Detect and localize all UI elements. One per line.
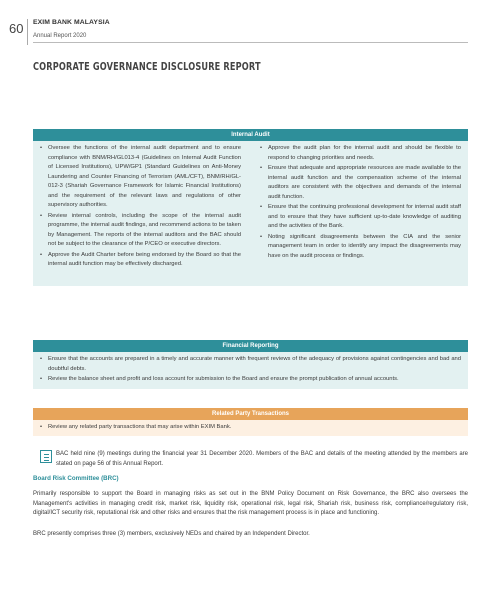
list-item: • Review internal controls, including the scope of the internal audit programme, the internal audit findings, and recommend actions to be taken by Management. The reports of the internal auditors and the BAC should not be subject to the clearance of the P/CEO or executive directors. — [40, 212, 241, 250]
header-divider — [27, 19, 28, 45]
related-party-list — [40, 423, 461, 433]
list-item: • Ensure that the accounts are prepared in a timely and accurate manner with frequent reviews of the adequacy of provisions against contingencies and bad and doubtful debts. — [40, 355, 461, 374]
internal-audit-right-list — [260, 144, 461, 271]
financial-reporting-body — [33, 352, 468, 389]
financial-reporting-section — [33, 340, 468, 389]
header-rule — [33, 42, 468, 43]
list-item: • Noting significant disagreements between the CIA and the senior management team in order to identify any impact the disagreements may have on the audit process or findings. — [260, 233, 461, 262]
brc-heading: Board Risk Committee (BRC) — [33, 475, 119, 482]
report-name: Annual Report 2020 — [33, 33, 87, 39]
page-number: 60 — [9, 21, 24, 36]
related-party-body — [33, 420, 468, 436]
list-item: • Ensure that the continuing professional development for internal audit staff and to ensure that they have sufficient up-to-date knowledge of auditing and the activities of the Bank. — [260, 203, 461, 232]
list-item: • Approve the Audit Charter before being endorsed by the Board so that the internal audit function may be effectively discharged. — [40, 251, 241, 270]
list-item: • Review any related party transactions that may arise within EXIM Bank. — [40, 423, 461, 433]
meeting-note — [40, 450, 468, 469]
related-party-heading: Related Party Transactions — [33, 408, 468, 420]
list-item: • Oversee the functions of the internal audit department and to ensure compliance with BNM/RH/GL013-4 (Guidelines on Internal Audit Function of Licensed Institutions), UPW/GP1 (Standard Guidelines on Anti-Money Laundering and Counter Financing of Terrorism (AML/CFT), BNM/RH/GL-012-3 (Shariah Governance Framework for Islamic Financial Institutions) and the requirement of the relevant laws and regulations of other supervisory authorities. — [40, 144, 241, 211]
page-title: CORPORATE GOVERNANCE DISCLOSURE REPORT — [33, 61, 261, 73]
meeting-note-text: BAC held nine (9) meetings during the financial year 31 December 2020. Members of the BAC and details of the meeting attended by the members are stated on page 56 of this Annual Report. — [56, 451, 468, 467]
list-item: • Review the balance sheet and profit and loss account for submission to the Board and ensure the prompt publication of annual accounts. — [40, 375, 461, 385]
document-icon — [40, 450, 52, 463]
brc-paragraph-1: Primarily responsible to support the Board in managing risks as set out in the BNM Policy Document on Risk Governance, the BRC also oversees the Management's activities in managing credit risk, market risk, liquidity risk, operational risk, legal risk, Shariah risk, business risk, compliance/regulatory risk, digital/ICT security risk, reputational risk and other risks and ensures that the risk management process is in place and functioning. — [33, 491, 468, 516]
financial-reporting-list — [40, 355, 461, 385]
brc-paragraph-2: BRC presently comprises three (3) members, exclusively NEDs and chaired by an Independent Director. — [33, 531, 310, 537]
internal-audit-body — [33, 141, 468, 286]
internal-audit-heading: Internal Audit — [33, 129, 468, 141]
list-item: • Ensure that adequate and appropriate resources are made available to the internal audit function and the compensation scheme of the internal auditors are consistent with the objectives and demands of the internal audit function. — [260, 164, 461, 202]
related-party-section — [33, 408, 468, 436]
internal-audit-section — [33, 129, 468, 286]
internal-audit-left-list — [40, 144, 241, 271]
bank-name: EXIM BANK MALAYSIA — [33, 19, 110, 26]
financial-reporting-heading: Financial Reporting — [33, 340, 468, 352]
list-item: • Approve the audit plan for the internal audit and should be flexible to respond to changing priorities and needs. — [260, 144, 461, 163]
